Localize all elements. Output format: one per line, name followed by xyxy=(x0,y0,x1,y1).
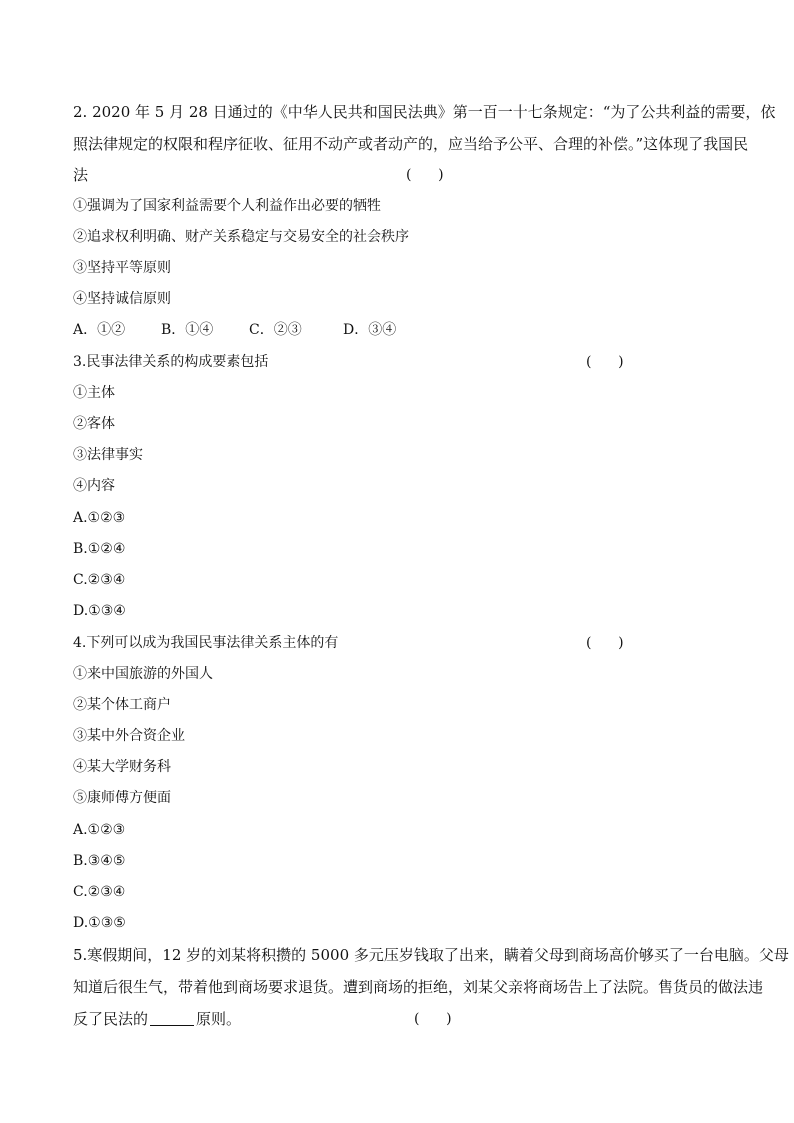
q4-option-a: A.①②③ xyxy=(73,822,126,838)
q4-item-5: ⑤康师傅方便面 xyxy=(73,790,171,806)
q3-stem: 3.民事法律关系的构成要素包括 xyxy=(73,354,269,370)
q2-stem-line-2: 照法律规定的权限和程序征收、征用不动产或者动产的，应当给予公平、合理的补偿。”这体现了我国民 xyxy=(73,135,749,153)
q4-item-4: ④某大学财务科 xyxy=(73,759,171,775)
q2-option-b: B．①④ xyxy=(161,322,214,338)
q2-stem-line-1: 2. 2020 年 5 月 28 日通过的《中华人民共和国民法典》第一百一十七条规定：“为了公共利益的需要，依 xyxy=(73,103,776,121)
q2-options xyxy=(73,320,396,340)
q2-item-3: ③坚持平等原则 xyxy=(73,260,171,276)
q2-item-2: ②追求权利明确、财产关系稳定与交易安全的社会秩序 xyxy=(73,229,409,245)
q5-fill-blank[interactable] xyxy=(150,1011,194,1026)
q2-option-c: C．②③ xyxy=(249,322,302,338)
q3-option-c: C.②③④ xyxy=(73,572,126,588)
q5-answer-paren: ( ) xyxy=(414,1011,452,1027)
q4-item-3: ③某中外合资企业 xyxy=(73,728,185,744)
q3-item-3: ③法律事实 xyxy=(73,447,143,463)
q2-item-4: ④坚持诚信原则 xyxy=(73,291,171,307)
q2-item-1: ①强调为了国家利益需要个人利益作出必要的牺牲 xyxy=(73,198,381,214)
q3-item-4: ④内容 xyxy=(73,478,115,494)
q3-option-d: D.①③④ xyxy=(73,603,126,619)
q5-line-3-after-blank: 原则。 xyxy=(196,1010,242,1028)
q3-item-2: ②客体 xyxy=(73,416,115,432)
q3-item-1: ①主体 xyxy=(73,385,115,401)
q2-answer-paren: ( ) xyxy=(406,167,444,183)
q4-option-b: B.③④⑤ xyxy=(73,853,126,869)
q3-answer-paren: ( ) xyxy=(586,354,624,370)
q4-option-c: C.②③④ xyxy=(73,884,126,900)
q4-option-d: D.①③⑤ xyxy=(73,915,126,931)
q4-item-2: ②某个体工商户 xyxy=(73,697,171,713)
q4-answer-paren: ( ) xyxy=(586,635,624,651)
q4-item-1: ①来中国旅游的外国人 xyxy=(73,666,213,682)
q2-option-a: A．①② xyxy=(73,322,126,338)
q5-stem-line-1: 5.寒假期间，12 岁的刘某将积攒的 5000 多元压岁钱取了出来，瞒着父母到商场高价够买了一台电脑。父母 xyxy=(73,946,789,964)
q5-stem-line-2: 知道后很生气，带着他到商场要求退货。遭到商场的拒绝，刘某父亲将商场告上了法院。售货员的做法违 xyxy=(73,978,764,996)
q3-option-a: A.①②③ xyxy=(73,510,126,526)
q3-option-b: B.①②④ xyxy=(73,541,126,557)
q4-stem: 4.下列可以成为我国民事法律关系主体的有 xyxy=(73,635,339,651)
q2-stem-line-3: 法 xyxy=(73,166,89,184)
q5-stem-line-3 xyxy=(73,1009,241,1029)
q2-option-d: D．③④ xyxy=(343,322,397,338)
q5-line-3-before-blank: 反了民法的 xyxy=(73,1010,149,1028)
